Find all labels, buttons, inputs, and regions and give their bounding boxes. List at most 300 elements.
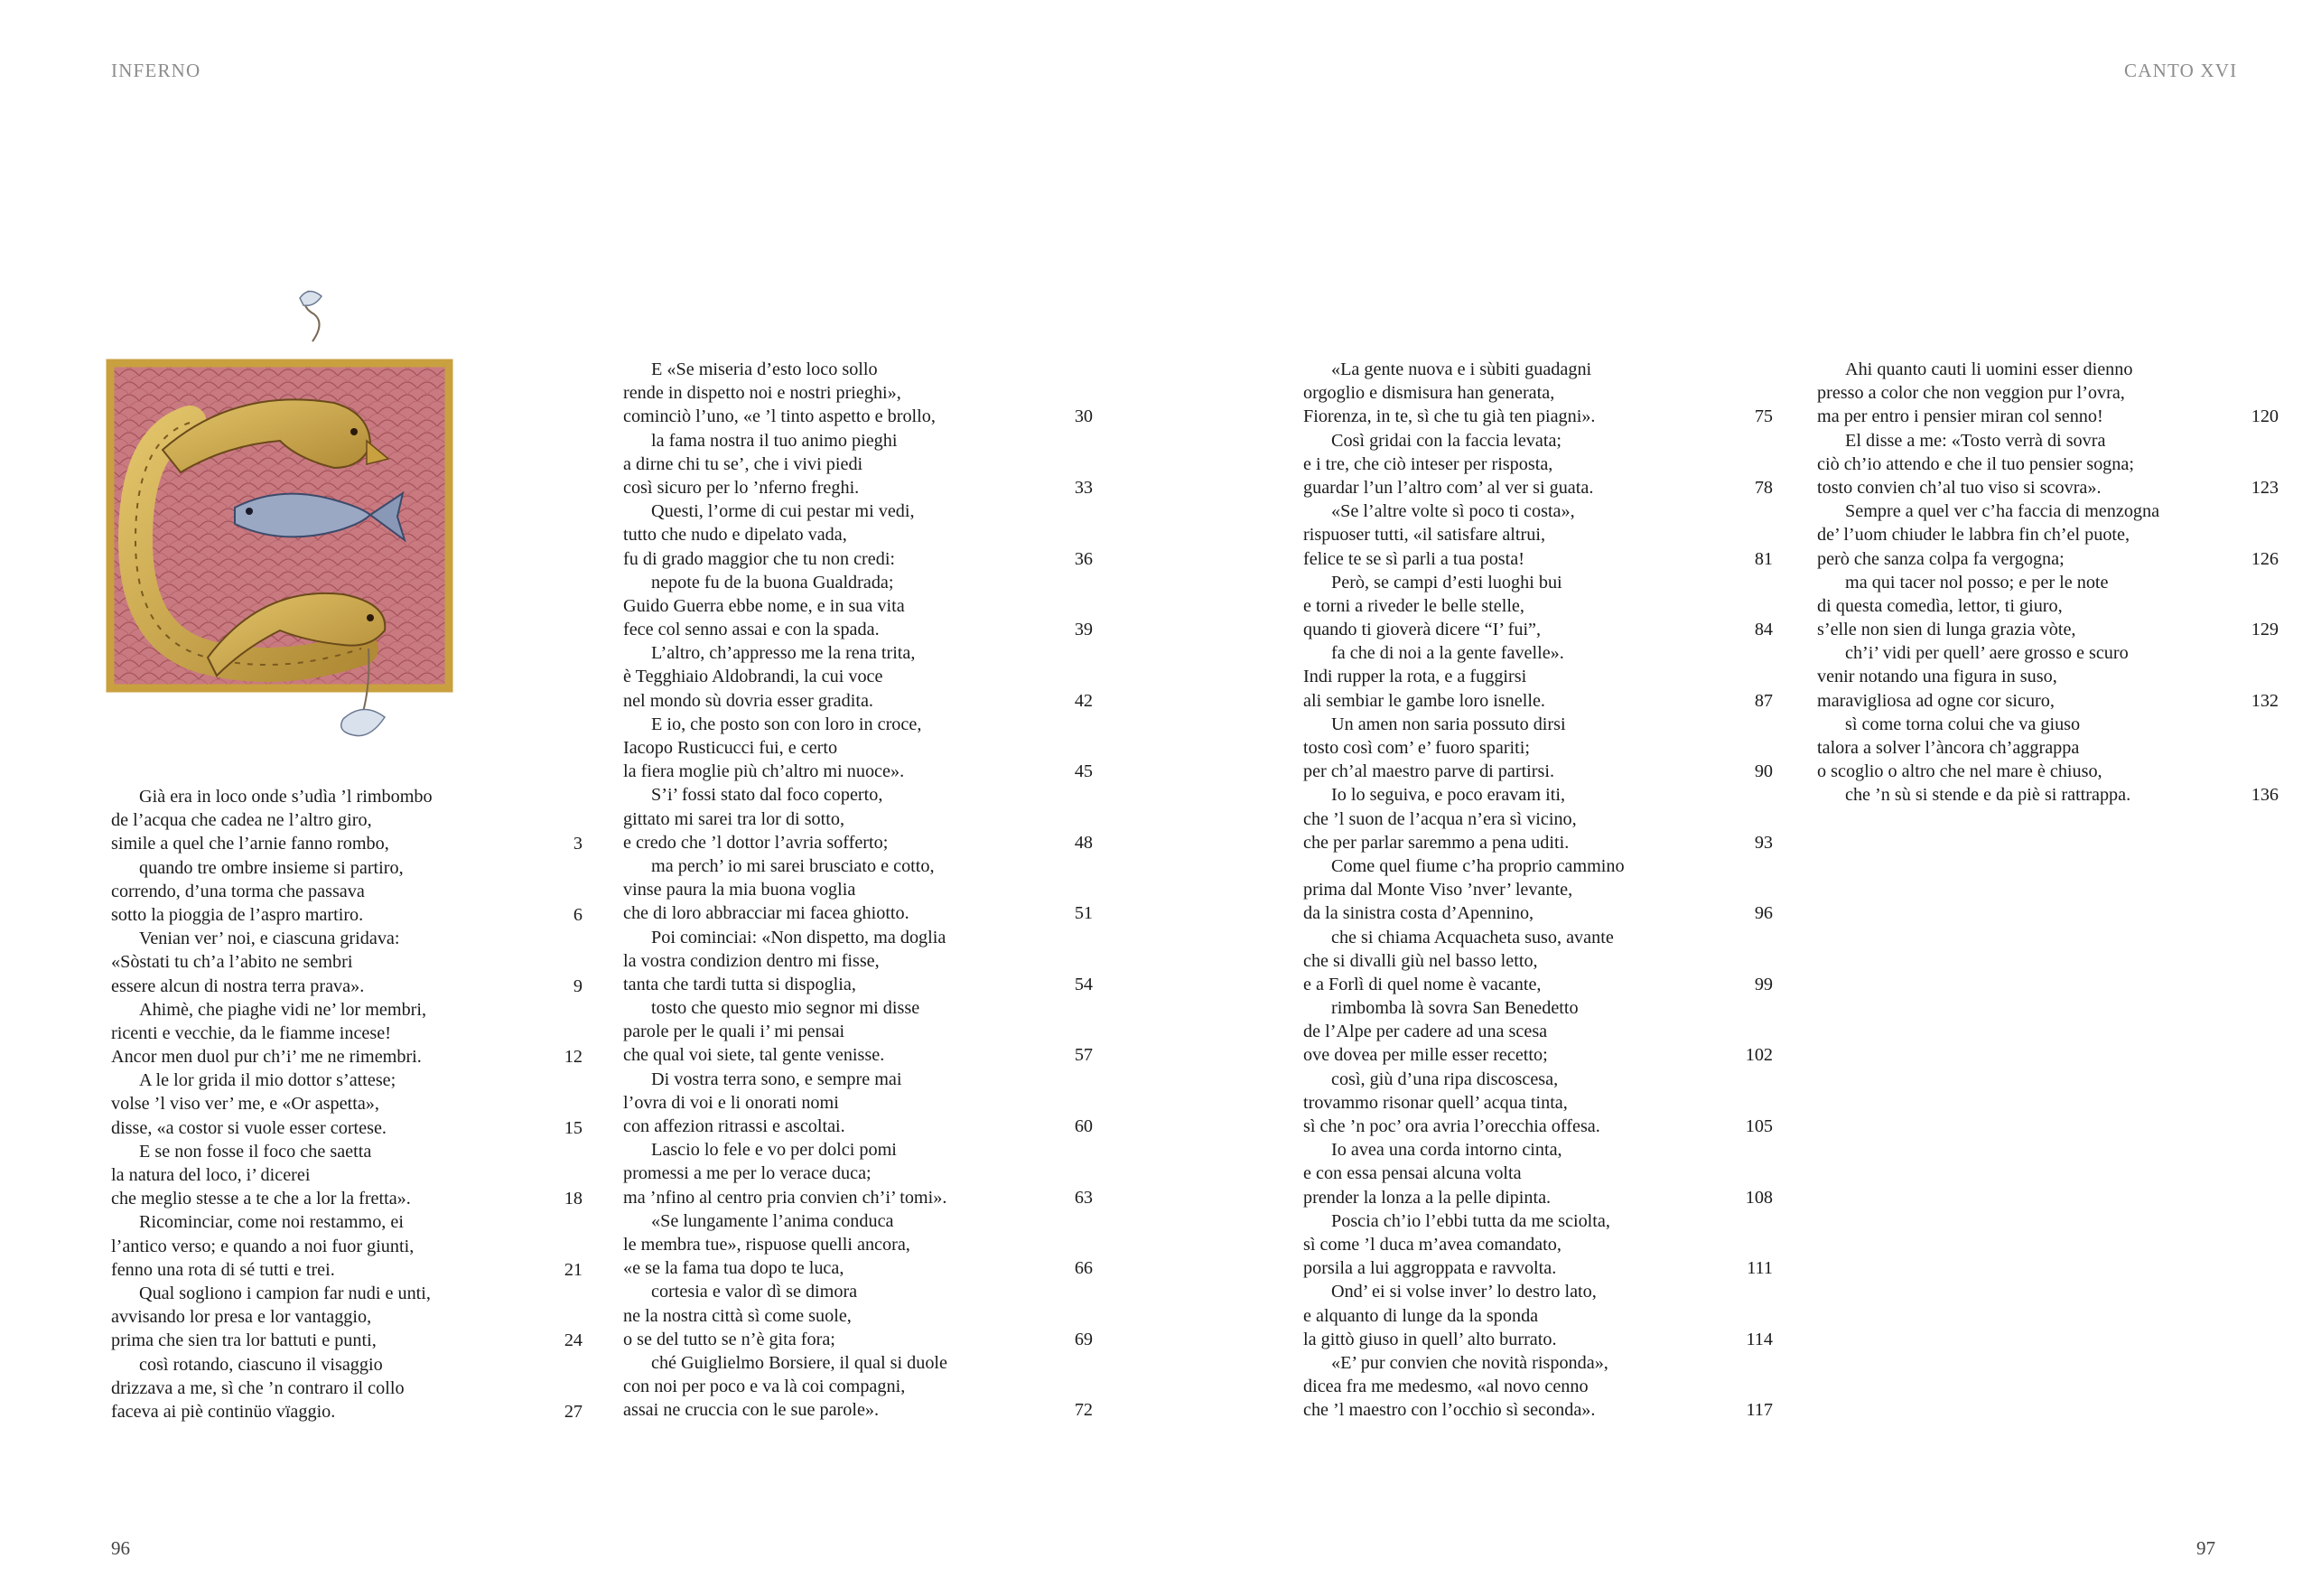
verse-text: s’elle non sien di lunga grazia vòte,	[1817, 620, 2076, 640]
verse-text: essere alcun di nostra terra prava».	[111, 975, 365, 996]
verse-text: con noi per poco e va là coi compagni,	[623, 1377, 906, 1397]
verse-line	[111, 880, 433, 903]
verse-line	[111, 1116, 583, 1140]
verse-line	[1817, 405, 2279, 428]
line-number: 120	[2251, 406, 2279, 427]
verse-line	[111, 1235, 433, 1258]
verse-text: de’ l’uom chiuder le labbra fin ch’el puote,	[1817, 525, 2130, 546]
verse-text: «Se l’altre volte sì poco ti costa»,	[1331, 501, 1575, 522]
verse-line	[1303, 1091, 1625, 1115]
verse-text: Io lo seguiva, e poco eravam iti,	[1331, 785, 1565, 806]
verse-line	[623, 689, 1093, 713]
line-number: 66	[1074, 1258, 1093, 1279]
verse-line	[623, 1375, 947, 1398]
verse-line	[623, 760, 1093, 783]
verse-text: sotto la pioggia de l’aspro martiro.	[111, 904, 364, 925]
verse-text: Così gridai con la faccia levata;	[1331, 430, 1562, 451]
verse-line	[1303, 547, 1773, 571]
verse-text: correndo, d’una torma che passava	[111, 881, 365, 901]
verse-text: che meglio stesse a te che a lor la fretta».	[111, 1189, 411, 1209]
verse-text: Ancor men duol pur ch’i’ me ne rimembri.	[111, 1047, 422, 1068]
verse-text: nel mondo sù dovria esser gradita.	[623, 690, 873, 711]
verse-line	[1303, 807, 1625, 831]
verse-text: presso a color che non veggion pur l’ovra,	[1817, 383, 2125, 404]
verse-text: ricenti e vecchie, da le fiamme incese!	[111, 1022, 391, 1043]
verse-text: che qual voi siete, tal gente venisse.	[623, 1045, 885, 1066]
verse-line	[1303, 405, 1773, 428]
verse-text: di questa comedìa, lettor, ti giuro,	[1817, 595, 2063, 616]
line-number: 129	[2251, 620, 2279, 640]
verse-text: Venian ver’ noi, e ciascuna gridava:	[139, 929, 400, 949]
verse-text: con affezion ritrassi e ascoltai.	[623, 1116, 845, 1136]
verse-line	[1303, 1162, 1625, 1185]
verse-text: e a Forlì di quel nome è vacante,	[1303, 974, 1542, 994]
verse-text: assai ne cruccia con le sue parole».	[623, 1400, 880, 1421]
verse-text: Lascio lo fele e vo per dolci pomi	[651, 1140, 897, 1161]
verse-line	[1303, 1068, 1625, 1091]
verse-line	[1817, 523, 2159, 546]
verse-line	[1817, 665, 2159, 688]
line-number: 63	[1074, 1187, 1093, 1208]
verse-line	[111, 1069, 433, 1092]
verse-line	[1817, 381, 2159, 405]
verse-line	[623, 1256, 1093, 1280]
verse-line	[623, 736, 947, 760]
verse-text: la gittò giuso in quell’ alto burrato.	[1303, 1329, 1557, 1349]
verse-text: Fiorenza, in te, sì che tu già ten piagni».	[1303, 406, 1596, 427]
verse-text: e i tre, che ciò inteser per risposta,	[1303, 453, 1553, 474]
verse-line	[111, 1329, 583, 1352]
verse-line	[623, 453, 947, 476]
verse-line	[623, 1186, 1093, 1209]
verse-line	[1303, 429, 1625, 453]
verse-line	[623, 1020, 947, 1043]
line-number: 15	[564, 1117, 583, 1138]
verse-text: sì come torna colui che va giuso	[1845, 714, 2081, 734]
verse-line	[111, 808, 433, 832]
verse-text: fa che di noi a la gente favelle».	[1331, 643, 1564, 664]
verse-line	[623, 1398, 1093, 1422]
verse-line	[623, 713, 947, 736]
verse-line	[623, 831, 1093, 854]
line-number: 114	[1746, 1329, 1773, 1349]
verse-line	[1303, 760, 1773, 783]
verse-line	[623, 429, 947, 453]
verse-text: quando ti gioverà dicere “I’ fui”,	[1303, 620, 1542, 640]
verse-text: drizzava a me, sì che ’n contraro il collo	[111, 1377, 405, 1398]
verse-line	[1303, 499, 1625, 523]
verse-text: vinse paura la mia buona voglia	[623, 880, 856, 901]
verse-text: E se non fosse il foco che saetta	[139, 1141, 372, 1162]
verse-line	[1817, 736, 2159, 760]
line-number: 99	[1754, 974, 1773, 994]
verse-text: rimbomba là sovra San Benedetto	[1331, 998, 1579, 1019]
verse-line	[1817, 571, 2159, 594]
line-number: 136	[2251, 785, 2279, 806]
verse-line	[111, 832, 583, 855]
verse-text: Di vostra terra sono, e sempre mai	[651, 1069, 902, 1089]
line-number: 27	[564, 1401, 583, 1422]
verse-text: così sicuro per lo ’nferno freghi.	[623, 477, 860, 498]
verse-line	[623, 926, 947, 949]
verse-line	[1817, 429, 2159, 453]
verse-line	[623, 1162, 947, 1185]
verse-text: ché Guiglielmo Borsiere, il qual si duole	[651, 1352, 947, 1373]
verse-text: o se del tutto se n’è gita fora;	[623, 1329, 835, 1349]
verse-text: è Tegghiaio Aldobrandi, la cui voce	[623, 667, 883, 687]
running-head-left: INFERNO	[111, 60, 201, 81]
verse-text: Però, se campi d’esti luoghi bui	[1331, 572, 1562, 593]
verse-line	[623, 1351, 947, 1375]
line-number: 36	[1074, 548, 1093, 569]
verse-line	[1303, 571, 1625, 594]
verse-text: E io, che posto son con loro in croce,	[651, 714, 922, 734]
verse-line	[1303, 996, 1625, 1020]
verse-line	[623, 547, 1093, 571]
verse-line	[1303, 1209, 1625, 1233]
verse-text: fece col senno assai e con la spada.	[623, 620, 880, 640]
verse-line	[1303, 689, 1773, 713]
verse-text: e alquanto di lunge da la sponda	[1303, 1305, 1539, 1326]
verse-column	[111, 785, 583, 1423]
verse-text: A le lor grida il mio dottor s’attese;	[139, 1070, 396, 1091]
verse-line	[111, 1353, 433, 1377]
verse-text: ma perch’ io mi sarei brusciato e cotto,	[651, 855, 935, 876]
verse-line	[623, 381, 947, 405]
verse-line	[111, 1045, 583, 1069]
verse-line	[623, 807, 947, 831]
verse-text: de l’Alpe per cadere ad una scesa	[1303, 1022, 1548, 1042]
verse-line	[623, 499, 947, 523]
verse-line	[1303, 1328, 1773, 1351]
verse-line	[1303, 523, 1625, 546]
verse-text: Questi, l’orme di cui pestar mi vedi,	[651, 501, 915, 522]
verse-text: ma qui tacer nol posso; e per le note	[1845, 572, 2109, 593]
verse-text: «Se lungamente l’anima conduca	[651, 1210, 894, 1231]
verse-line	[623, 1328, 1093, 1351]
verse-line	[111, 1400, 583, 1423]
verse-text: rispuoser tutti, «il satisfare altrui,	[1303, 525, 1545, 546]
verse-text: disse, «a costor si vuole esser cortese.	[111, 1117, 387, 1138]
verse-text: l’ovra di voi e li onorati nomi	[623, 1092, 839, 1113]
verse-line	[1303, 949, 1625, 973]
verse-line	[111, 1282, 433, 1305]
verse-text: che ’l suon de l’acqua n’era sì vicino,	[1303, 808, 1577, 829]
verse-text: Ahi quanto cauti li uomini esser dienno	[1845, 359, 2133, 379]
verse-text: prender la lonza a la pelle dipinta.	[1303, 1187, 1552, 1208]
verse-line	[111, 785, 433, 808]
verse-line	[1817, 499, 2159, 523]
verse-text: promessi a me per lo verace duca;	[623, 1163, 872, 1184]
line-number: 9	[573, 975, 583, 996]
verse-line	[111, 1092, 433, 1115]
verse-text: parole per le quali i’ mi pensai	[623, 1022, 845, 1042]
verse-line	[1303, 641, 1625, 665]
line-number: 6	[573, 904, 583, 925]
verse-line	[111, 998, 433, 1022]
verse-line	[1303, 1138, 1625, 1162]
verse-line	[623, 571, 947, 594]
verse-line	[1303, 1280, 1625, 1303]
verse-text: tosto che questo mio segnor mi disse	[651, 998, 920, 1019]
verse-text: faceva ai piè continüo vïaggio.	[111, 1401, 336, 1422]
verse-text: Io avea una corda intorno cinta,	[1331, 1140, 1562, 1161]
verse-text: tosto convien ch’al tuo viso si scovra».	[1817, 477, 2102, 498]
line-number: 84	[1754, 620, 1773, 640]
verse-line	[1303, 358, 1625, 381]
verse-text: Ricominciar, come noi restammo, ei	[139, 1212, 404, 1233]
verse-text: E «Se miseria d’esto loco sollo	[651, 359, 878, 379]
verse-text: tanta che tardi tutta si dispoglia,	[623, 974, 856, 994]
verse-text: «Sòstati tu ch’a l’abito ne sembri	[111, 952, 353, 973]
verse-line	[1817, 689, 2279, 713]
line-number: 96	[1754, 903, 1773, 924]
verse-text: Ond’ ei si volse inver’ lo destro lato,	[1331, 1282, 1597, 1302]
verse-line	[111, 1022, 433, 1045]
verse-text: venir notando una figura in suso,	[1817, 667, 2057, 687]
verse-text: tutto che nudo e dipelato vada,	[623, 525, 847, 546]
page-number-left: 96	[111, 1537, 130, 1559]
verse-text: quando tre ombre insieme si partiro,	[139, 857, 404, 878]
line-number: 111	[1747, 1258, 1773, 1279]
verse-line	[623, 1115, 1093, 1138]
line-number: 87	[1754, 690, 1773, 711]
verse-text: prima dal Monte Viso ’nver’ levante,	[1303, 880, 1573, 901]
verse-text: che per parlar saremmo a pena uditi.	[1303, 832, 1570, 853]
line-number: 90	[1754, 761, 1773, 782]
verse-line	[1303, 381, 1625, 405]
verse-text: che si divalli giù nel basso letto,	[1303, 950, 1538, 971]
verse-text: Guido Guerra ebbe nome, e in sua vita	[623, 595, 905, 616]
verse-line	[623, 901, 1093, 925]
verse-line	[623, 973, 1093, 996]
verse-line	[1817, 358, 2159, 381]
verse-text: nepote fu de la buona Gualdrada;	[651, 572, 894, 593]
verse-text: la natura del loco, i’ dicerei	[111, 1165, 311, 1185]
verse-text: così, giù d’una ripa discoscesa,	[1331, 1069, 1559, 1089]
verse-text: dicea fra me medesmo, «al novo cenno	[1303, 1377, 1589, 1397]
line-number: 108	[1745, 1187, 1773, 1208]
verse-text: e credo che ’l dottor l’avria sofferto;	[623, 832, 889, 853]
line-number: 33	[1074, 477, 1093, 498]
verse-line	[1817, 713, 2159, 736]
verse-line	[623, 1043, 1093, 1067]
illuminated-initial-fish-icon	[99, 287, 483, 757]
verse-text: «E’ pur convien che novità risponda»,	[1331, 1352, 1608, 1373]
verse-line	[1303, 973, 1773, 996]
line-number: 21	[564, 1259, 583, 1280]
verse-line	[1303, 901, 1773, 925]
line-number: 123	[2251, 477, 2279, 498]
verse-line	[111, 927, 433, 950]
line-number: 75	[1754, 406, 1773, 427]
verse-text: la vostra condizion dentro mi fisse,	[623, 950, 880, 971]
line-number: 45	[1074, 761, 1093, 782]
verse-text: ali sembiar le gambe loro isnelle.	[1303, 690, 1545, 711]
verse-text: per ch’al maestro parve di partirsi.	[1303, 761, 1555, 782]
verse-line	[1817, 641, 2159, 665]
verse-text: che ’n sù si stende e da piè si rattrappa.	[1845, 785, 2131, 806]
verse-text: Un amen non saria possuto dirsi	[1331, 714, 1566, 734]
verse-text: ciò ch’io attendo e che il tuo pensier sogna;	[1817, 453, 2134, 474]
verse-line	[623, 1138, 947, 1162]
verse-line	[623, 594, 947, 618]
verse-text: che si chiama Acquacheta suso, avante	[1331, 927, 1614, 947]
verse-text: che di loro abbracciar mi facea ghiotto.	[623, 903, 909, 924]
line-number: 117	[1746, 1400, 1773, 1421]
verse-text: Qual sogliono i campion far nudi e unti,	[139, 1283, 431, 1303]
verse-line	[1817, 453, 2159, 476]
verse-text: talora a solver l’àncora ch’aggrappa	[1817, 738, 2080, 758]
verse-line	[111, 1258, 583, 1282]
verse-line	[1303, 594, 1625, 618]
verse-text: S’i’ fossi stato dal foco coperto,	[651, 785, 883, 806]
line-number: 81	[1754, 548, 1773, 569]
verse-text: la fiera moglie più ch’altro mi nuoce».	[623, 761, 905, 782]
verse-text: Ahimè, che piaghe vidi ne’ lor membri,	[139, 999, 427, 1020]
verse-text: volse ’l viso ver’ me, e «Or aspetta»,	[111, 1094, 379, 1115]
line-number: 57	[1074, 1045, 1093, 1066]
verse-text: fenno una rota di sé tutti e trei.	[111, 1259, 335, 1280]
line-number: 105	[1745, 1116, 1773, 1136]
verse-text: ma ’nfino al centro pria convien ch’i’ tomi».	[623, 1187, 947, 1208]
verse-text: tosto così com’ e’ fuoro spariti;	[1303, 738, 1530, 758]
verse-text: sì come ’l duca m’avea comandato,	[1303, 1234, 1562, 1255]
verse-text: e con essa pensai alcuna volta	[1303, 1163, 1522, 1184]
verse-text: e torni a riveder le belle stelle,	[1303, 595, 1524, 616]
verse-text: Poscia ch’io l’ebbi tutta da me sciolta,	[1331, 1210, 1610, 1231]
line-number: 126	[2251, 548, 2279, 569]
line-number: 12	[564, 1047, 583, 1068]
verse-text: Come quel fiume c’ha proprio cammino	[1331, 855, 1625, 876]
line-number: 24	[564, 1330, 583, 1351]
verse-line	[111, 975, 583, 998]
verse-text: sì che ’n poc’ ora avria l’orecchia offesa.	[1303, 1116, 1600, 1136]
verse-line	[1303, 665, 1625, 688]
verse-text: a dirne chi tu se’, che i vivi piedi	[623, 453, 863, 474]
verse-line	[623, 1304, 947, 1328]
verse-text: la fama nostra il tuo animo pieghi	[651, 430, 898, 451]
verse-column	[1817, 358, 2279, 807]
verse-line	[623, 1091, 947, 1115]
verse-line	[623, 996, 947, 1020]
verse-line	[111, 903, 583, 927]
verse-line	[1303, 453, 1625, 476]
verse-line	[1303, 1043, 1773, 1067]
verse-line	[1303, 476, 1773, 499]
verse-line	[623, 618, 1093, 641]
verse-text: prima che sien tra lor battuti e punti,	[111, 1330, 377, 1351]
verse-text: L’altro, ch’appresso me la rena trita,	[651, 643, 916, 664]
verse-text: ove dovea per mille esser recetto;	[1303, 1045, 1548, 1066]
verse-text: però che sanza colpa fa vergogna;	[1817, 548, 2065, 569]
verse-line	[1303, 1351, 1625, 1375]
line-number: 42	[1074, 690, 1093, 711]
verse-text: così rotando, ciascuno il visaggio	[139, 1354, 383, 1375]
verse-line	[111, 950, 433, 974]
verse-column	[1303, 358, 1773, 1422]
line-number: 102	[1745, 1045, 1773, 1066]
verse-line	[111, 1140, 433, 1163]
verse-text: cominciò l’uno, «e ’l tinto aspetto e brollo,	[623, 406, 936, 427]
verse-text: da la sinistra costa d’Apennino,	[1303, 903, 1534, 924]
verse-text: El disse a me: «Tosto verrà di sovra	[1845, 430, 2106, 451]
verse-line	[111, 1210, 433, 1234]
verse-text: avvisando lor presa e lor vantaggio,	[111, 1307, 372, 1328]
line-number: 54	[1074, 974, 1093, 994]
verse-line	[623, 854, 947, 878]
verse-text: Già era in loco onde s’udìa ’l rimbombo	[139, 787, 433, 807]
verse-text: «La gente nuova e i sùbiti guadagni	[1331, 359, 1592, 379]
verse-text: Sempre a quel ver c’ha faccia di menzogna	[1845, 501, 2160, 522]
verse-line	[1303, 854, 1625, 878]
verse-text: ne la nostra città sì come suole,	[623, 1305, 852, 1326]
verse-line	[1303, 1233, 1625, 1256]
verse-line	[111, 1187, 583, 1210]
verse-line	[1303, 736, 1625, 760]
verse-text: le membra tue», rispuose quelli ancora,	[623, 1234, 910, 1255]
verse-line	[111, 856, 433, 880]
verse-line	[111, 1163, 433, 1187]
verse-line	[623, 1209, 947, 1233]
verse-line	[111, 1377, 433, 1400]
verse-line	[1303, 1304, 1625, 1328]
verse-line	[623, 783, 947, 807]
verse-line	[1303, 1115, 1773, 1138]
verse-text: Indi rupper la rota, e a fuggirsi	[1303, 667, 1527, 687]
verse-line	[1817, 618, 2279, 641]
line-number: 93	[1754, 832, 1773, 853]
verse-line	[1817, 783, 2279, 807]
verse-line	[623, 665, 947, 688]
line-number: 30	[1074, 406, 1093, 427]
line-number: 132	[2251, 690, 2279, 711]
verse-line	[1303, 713, 1625, 736]
verse-line	[623, 405, 1093, 428]
verse-text: simile a quel che l’arnie fanno rombo,	[111, 834, 389, 854]
verse-text: ch’i’ vidi per quell’ aere grosso e scuro	[1845, 643, 2129, 664]
verse-line	[623, 1233, 947, 1256]
verse-text: trovammo risonar quell’ acqua tinta,	[1303, 1092, 1568, 1113]
verse-line	[111, 1305, 433, 1329]
verse-text: cortesia e valor dì se dimora	[651, 1282, 858, 1302]
verse-text: fu di grado maggior che tu non credi:	[623, 548, 896, 569]
verse-text: Poi cominciai: «Non dispetto, ma doglia	[651, 927, 946, 947]
running-head-right: CANTO XVI	[2124, 60, 2238, 81]
verse-line	[1817, 547, 2279, 571]
verse-line	[1817, 594, 2159, 618]
verse-text: rende in dispetto noi e nostri prieghi»,	[623, 383, 901, 404]
verse-text: felice te se sì parli a tua posta!	[1303, 548, 1524, 569]
verse-line	[623, 641, 947, 665]
line-number: 72	[1074, 1400, 1093, 1421]
verse-line	[1303, 783, 1625, 807]
verse-line	[1303, 1375, 1625, 1398]
verse-line	[1303, 1020, 1625, 1043]
verse-line	[1303, 1186, 1773, 1209]
verse-text: l’antico verso; e quando a noi fuor giunti,	[111, 1236, 415, 1256]
line-number: 18	[564, 1189, 583, 1209]
verse-line	[623, 476, 1093, 499]
verse-text: «e se la fama tua dopo te luca,	[623, 1258, 844, 1279]
line-number: 60	[1074, 1116, 1093, 1136]
verse-line	[623, 1068, 947, 1091]
verse-line	[623, 878, 947, 901]
verse-text: orgoglio e dismisura han generata,	[1303, 383, 1555, 404]
line-number: 78	[1754, 477, 1773, 498]
verse-line	[623, 1280, 947, 1303]
verse-line	[1817, 476, 2279, 499]
